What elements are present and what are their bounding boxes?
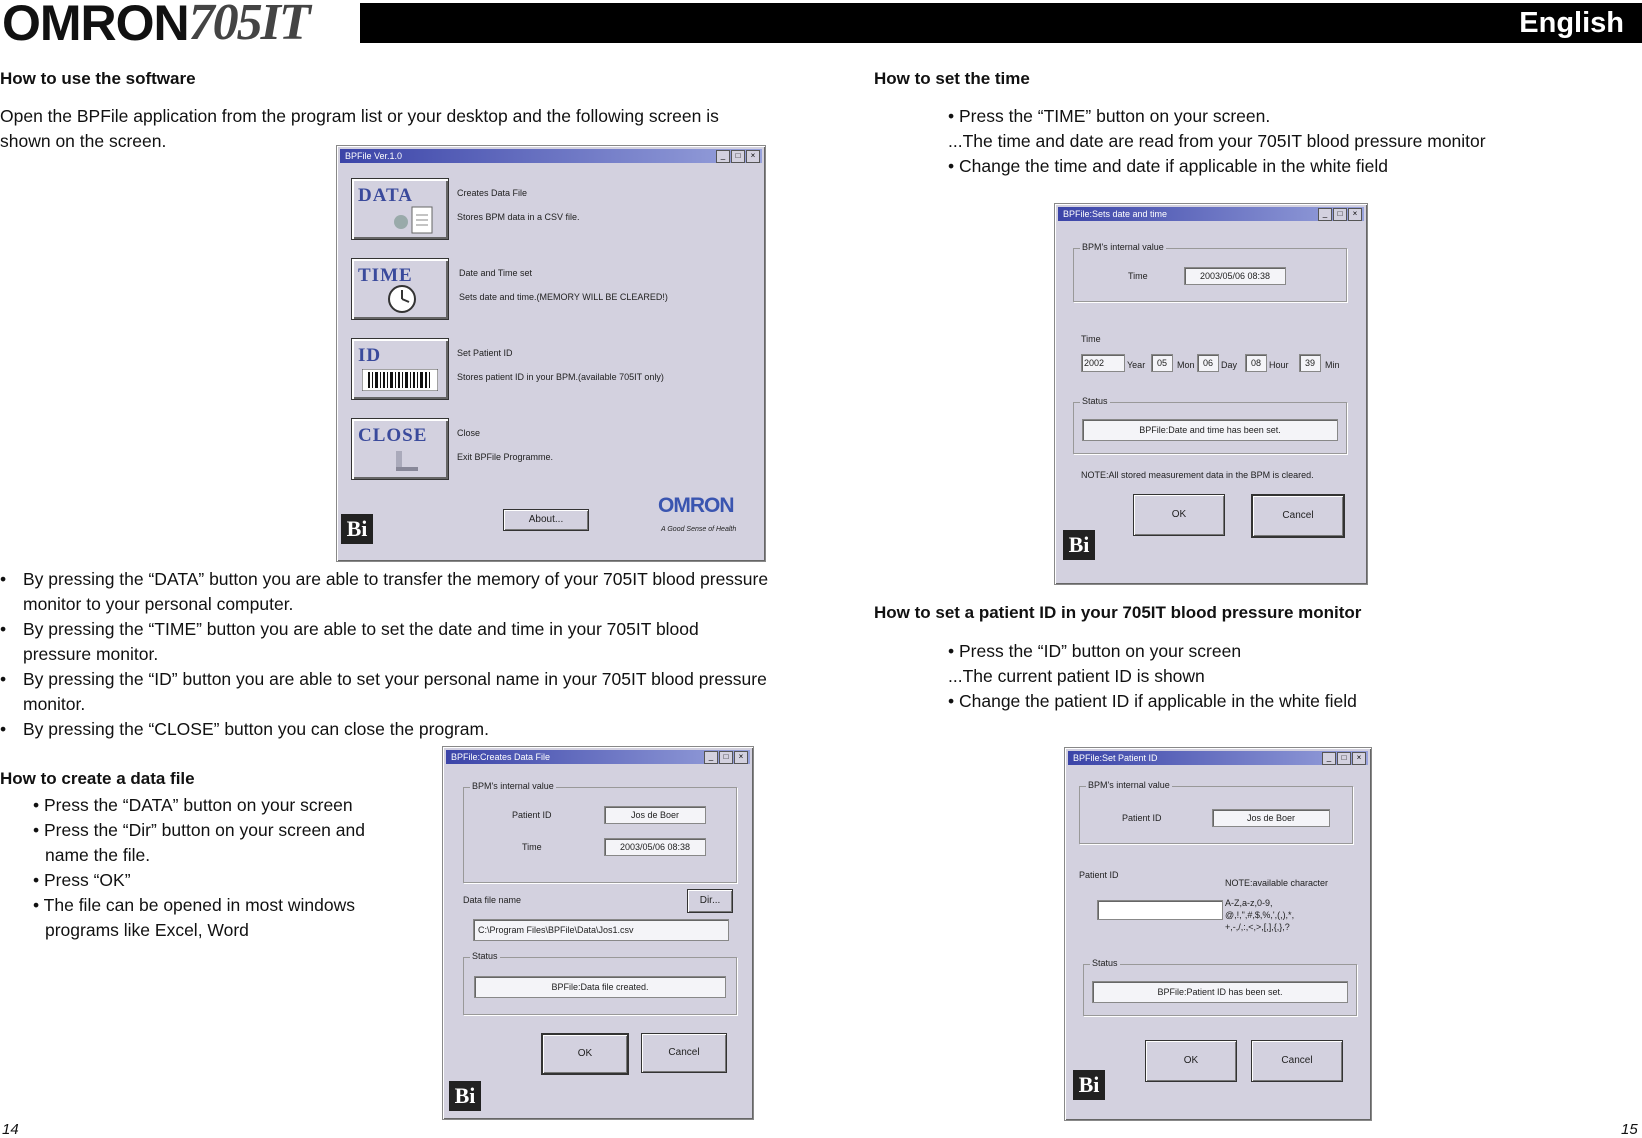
list-item: • By pressing the “DATA” button you are able to transfer the memory of your 705IT blood pressure monitor to your personal computer. <box>0 567 770 617</box>
status-value: BPFile:Data file created. <box>474 976 726 998</box>
time-value: 2003/05/06 08:38 <box>604 838 706 856</box>
time-label: Time <box>522 842 542 852</box>
step-line: • Press the “DATA” button on your screen <box>33 795 353 815</box>
id-desc: Stores patient ID in your BPM.(available 705IT only) <box>457 372 664 382</box>
step-line: • Press “OK” <box>33 870 131 890</box>
year-input[interactable]: 2002 <box>1081 354 1125 372</box>
step-line: • Press the “Dir” button on your screen and <box>33 820 365 840</box>
omron-window-logo: OMRON <box>658 494 734 517</box>
month-label: Mon <box>1177 360 1195 370</box>
step-line: • Change the time and date if applicable in the white field <box>948 156 1389 176</box>
list-item: • By pressing the “CLOSE” button you can close the program. <box>0 717 770 742</box>
status-group <box>1073 396 1347 454</box>
list-item: • By pressing the “TIME” button you are able to set the date and time in your 705IT blood pressure monitor. <box>0 617 770 667</box>
document-icon <box>392 205 436 235</box>
group-label: BPM's internal value <box>1082 242 1164 252</box>
cancel-button[interactable]: Cancel <box>641 1033 727 1073</box>
month-input[interactable]: 05 <box>1151 354 1173 372</box>
clear-note: NOTE:All stored measurement data in the BPM is cleared. <box>1081 470 1314 480</box>
day-label: Day <box>1221 360 1238 370</box>
exit-icon <box>392 449 422 475</box>
step-line: • Press the “ID” button on your screen <box>948 641 1242 661</box>
window-titlebar <box>1068 751 1368 765</box>
patient-id-input[interactable] <box>1097 900 1223 920</box>
patient-id-value: Jos de Boer <box>1212 809 1330 827</box>
minimize-icon[interactable]: _ <box>1318 208 1332 221</box>
step-line: • The file can be opened in most windows <box>33 895 355 915</box>
set-date-time-window <box>1054 203 1368 585</box>
intro-paragraph: Open the BPFile application from the program list or your desktop and the following screen is shown on the screen. <box>0 106 719 151</box>
maximize-icon[interactable]: □ <box>719 751 733 764</box>
data-button-label: DATA <box>358 185 414 206</box>
step-line: • Change the patient ID if applicable in the white field <box>948 691 1357 711</box>
minimize-icon[interactable]: _ <box>716 150 730 163</box>
page-number-left: 14 <box>2 1121 19 1138</box>
id-button-label: ID <box>358 345 382 366</box>
window-title: BPFile:Sets date and time <box>1063 209 1168 219</box>
group-label: BPM's internal value <box>472 781 554 791</box>
create-data-file-window <box>442 746 754 1120</box>
logo-model: 705IT <box>188 0 309 51</box>
omron-tagline: A Good Sense of Health <box>661 526 737 533</box>
cancel-button[interactable]: Cancel <box>1251 1040 1343 1082</box>
cancel-button[interactable]: Cancel <box>1251 494 1345 538</box>
group-label: BPM's internal value <box>1088 780 1170 790</box>
character-note-title: NOTE:available character <box>1225 878 1329 888</box>
window-title: BPFile Ver.1.0 <box>345 151 403 161</box>
maximize-icon[interactable]: □ <box>1333 208 1347 221</box>
step-line: ...The current patient ID is shown <box>948 666 1205 686</box>
feature-bullet-list <box>0 567 770 742</box>
data-file-name-label: Data file name <box>463 895 522 905</box>
language-label: English <box>1519 7 1624 39</box>
close-desc-title: Close <box>457 428 481 438</box>
minimize-icon[interactable]: _ <box>704 751 718 764</box>
day-input[interactable]: 06 <box>1197 354 1219 372</box>
patient-id-value: Jos de Boer <box>604 806 706 824</box>
step-line: • Press the “TIME” button on your screen. <box>948 106 1271 126</box>
patient-id-label: Patient ID <box>1122 813 1162 823</box>
bi-logo: Bi <box>449 1081 481 1111</box>
status-value: BPFile:Date and time has been set. <box>1082 419 1338 441</box>
bpfile-main-window <box>336 145 766 562</box>
time-desc: Sets date and time.(MEMORY WILL BE CLEARED!) <box>459 292 668 302</box>
status-group <box>1083 958 1357 1016</box>
dir-button[interactable]: Dir... <box>687 889 733 913</box>
group-label: Status <box>1092 958 1118 968</box>
data-desc: Stores BPM data in a CSV file. <box>457 212 580 222</box>
hour-label: Hour <box>1269 360 1289 370</box>
set-patient-id-window <box>1064 747 1372 1121</box>
window-title: BPFile:Set Patient ID <box>1073 753 1158 763</box>
section-title-set-time: How to set the time <box>874 69 1030 88</box>
window-titlebar <box>340 149 762 163</box>
data-desc-title: Creates Data File <box>457 188 528 198</box>
step-line: name the file. <box>45 845 151 865</box>
id-desc-title: Set Patient ID <box>457 348 513 358</box>
maximize-icon[interactable]: □ <box>731 150 745 163</box>
time-button-label: TIME <box>358 265 413 286</box>
data-button[interactable] <box>351 178 449 240</box>
close-icon[interactable]: × <box>1348 208 1362 221</box>
step-line: programs like Excel, Word <box>45 920 249 940</box>
ok-button[interactable]: OK <box>1145 1040 1237 1082</box>
ok-button[interactable]: OK <box>1133 494 1225 536</box>
status-value: BPFile:Patient ID has been set. <box>1092 981 1348 1003</box>
close-icon[interactable]: × <box>746 150 760 163</box>
window-titlebar <box>1058 207 1364 221</box>
status-group <box>463 951 737 1015</box>
hour-input[interactable]: 08 <box>1245 354 1267 372</box>
clock-icon <box>386 283 418 315</box>
bi-logo: Bi <box>1063 530 1095 560</box>
barcode-icon <box>362 369 438 391</box>
minimize-icon[interactable]: _ <box>1322 752 1336 765</box>
character-note-line: @,!,",#,$,%,',(,),*, <box>1225 910 1295 920</box>
close-icon[interactable]: × <box>734 751 748 764</box>
omron-logo <box>2 0 309 51</box>
time-desc-title: Date and Time set <box>459 268 533 278</box>
year-label: Year <box>1127 360 1146 370</box>
page-number-right: 15 <box>1621 1121 1638 1138</box>
patient-id-entry-label: Patient ID <box>1079 870 1119 880</box>
patient-id-label: Patient ID <box>512 810 552 820</box>
maximize-icon[interactable]: □ <box>1337 752 1351 765</box>
bi-logo: Bi <box>1073 1070 1105 1100</box>
id-button[interactable] <box>351 338 449 400</box>
window-title: BPFile:Creates Data File <box>451 752 551 762</box>
logo-brand: OMRON <box>2 0 189 51</box>
step-line: ...The time and date are read from your 705IT blood pressure monitor <box>948 131 1486 151</box>
list-item: • By pressing the “ID” button you are able to set your personal name in your 705IT blood pressure monitor. <box>0 667 770 717</box>
window-titlebar <box>446 750 750 764</box>
minute-label: Min <box>1325 360 1340 370</box>
bi-logo: Bi <box>341 514 373 544</box>
minute-input[interactable]: 39 <box>1299 354 1321 372</box>
section-title-patient-id: How to set a patient ID in your 705IT blood pressure monitor <box>874 603 1362 622</box>
close-icon[interactable]: × <box>1352 752 1366 765</box>
section-title-create-file: How to create a data file <box>0 769 195 788</box>
close-button-label: CLOSE <box>358 425 428 446</box>
group-label: Status <box>1082 396 1108 406</box>
internal-value-group <box>463 781 737 883</box>
time-group-label: Time <box>1081 334 1101 344</box>
character-note-line: A-Z,a-z,0-9, <box>1225 898 1273 908</box>
close-button[interactable] <box>351 418 449 480</box>
internal-value-group <box>1073 242 1347 302</box>
time-button[interactable] <box>351 258 449 320</box>
group-label: Status <box>472 951 498 961</box>
file-path-input[interactable]: C:\Program Files\BPFile\Data\Jos1.csv <box>473 919 729 941</box>
section-title-use-software: How to use the software <box>0 69 196 88</box>
character-note-line: +,-,/,:,<,>,[,],{,},? <box>1225 922 1290 932</box>
internal-value-group <box>1079 780 1353 844</box>
time-value: 2003/05/06 08:38 <box>1184 267 1286 285</box>
time-label: Time <box>1128 271 1148 281</box>
ok-button[interactable]: OK <box>541 1033 629 1075</box>
close-desc: Exit BPFile Programme. <box>457 452 554 462</box>
about-button[interactable]: About... <box>503 509 589 531</box>
header-bar <box>360 3 1642 43</box>
